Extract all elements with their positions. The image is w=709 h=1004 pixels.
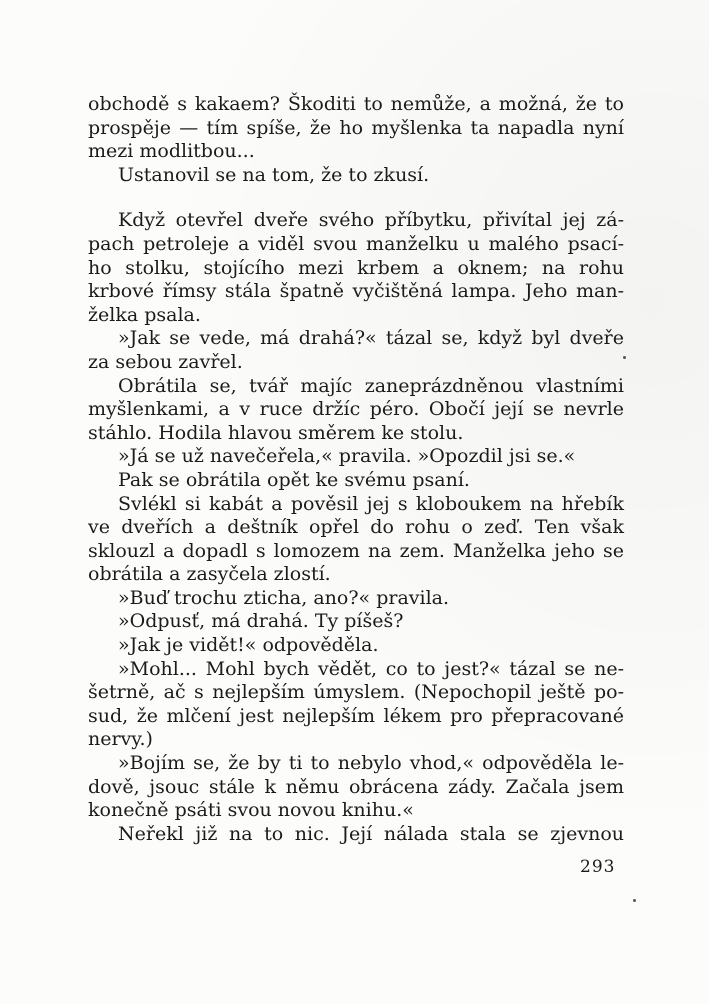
body-text: [88, 93, 624, 846]
text-line: Když otevřel dveře svého příbytku, přivítal jej zá-: [118, 209, 624, 232]
text-line: Neřekl již na to nic. Její nálada stala se zjevnou: [118, 822, 624, 845]
text-line: »Bojím se, že by ti to nebylo vhod,« odpověděla le-: [118, 752, 624, 775]
text-line: Ustanovil se na tom, že to zkusí.: [118, 163, 430, 186]
text-line: želka psala.: [88, 303, 201, 326]
text-line: »Já se už navečeřela,« pravila. »Opozdil jsi se.«: [118, 445, 576, 468]
text-line: myšlenkami, a v ruce držíc péro. Obočí její se nevrle: [88, 398, 624, 421]
paragraph-block-top: [88, 93, 624, 187]
print-speck: [623, 356, 626, 359]
text-line: nervy.): [88, 728, 153, 751]
text-line: konečně psáti svou novou knihu.«: [88, 799, 414, 822]
text-line: krbové římsy stála špatně vyčištěná lampa. Jeho man-: [88, 280, 624, 303]
print-speck: [633, 899, 636, 902]
text-line: sklouzl a dopadl s lomozem na zem. Manželka jeho se: [88, 539, 624, 562]
text-line: za sebou zavřel.: [88, 350, 243, 373]
text-line: »Buď trochu zticha, ano?« pravila.: [118, 586, 450, 609]
text-line: stáhlo. Hodila hlavou směrem ke stolu.: [88, 421, 464, 444]
text-line: Svlékl si kabát a pověsil jej s kloboukem na hřebík: [118, 492, 624, 515]
text-line: mezi modlitbou...: [88, 140, 255, 163]
text-line: sud, že mlčení jest nejlepším lékem pro přepracované: [88, 704, 624, 727]
text-line: ho stolku, stojícího mezi krbem a oknem; na rohu: [88, 256, 624, 279]
text-line: obrátila a zasyčela zlostí.: [88, 563, 331, 586]
text-line: ve dveřích a deštník opřel do rohu o zeď. Ten však: [88, 516, 624, 539]
text-line: Obrátila se, tvář majíc zaneprázdněnou vlastními: [118, 374, 624, 397]
text-line: Pak se obrátila opět ke svému psaní.: [118, 468, 470, 491]
text-line: obchodě s kakaem? Škoditi to nemůže, a možná, že to: [88, 93, 624, 115]
paragraph-gap: [88, 187, 624, 209]
text-line: »Jak se vede, má drahá?« tázal se, když byl dveře: [118, 327, 624, 350]
text-line: dově, jsouc stále k němu obrácena zády. Začala jsem: [88, 775, 624, 798]
text-line: »Jak je vidět!« odpověděla.: [118, 634, 379, 657]
page-number: 293: [580, 857, 616, 877]
text-line: pach petroleje a viděl svou manželku u malého psací-: [88, 232, 624, 255]
paragraph-block-main: [88, 209, 624, 846]
text-line: »Odpusť, má drahá. Ty píšeš?: [118, 610, 404, 633]
text-line: »Mohl... Mohl bych vědět, co to jest?« tázal se ne-: [118, 657, 624, 680]
text-line: šetrně, ač s nejlepším úmyslem. (Nepochopil ještě po-: [88, 681, 624, 704]
text-line: prospěje — tím spíše, že ho myšlenka ta napadla nyní: [88, 116, 624, 139]
